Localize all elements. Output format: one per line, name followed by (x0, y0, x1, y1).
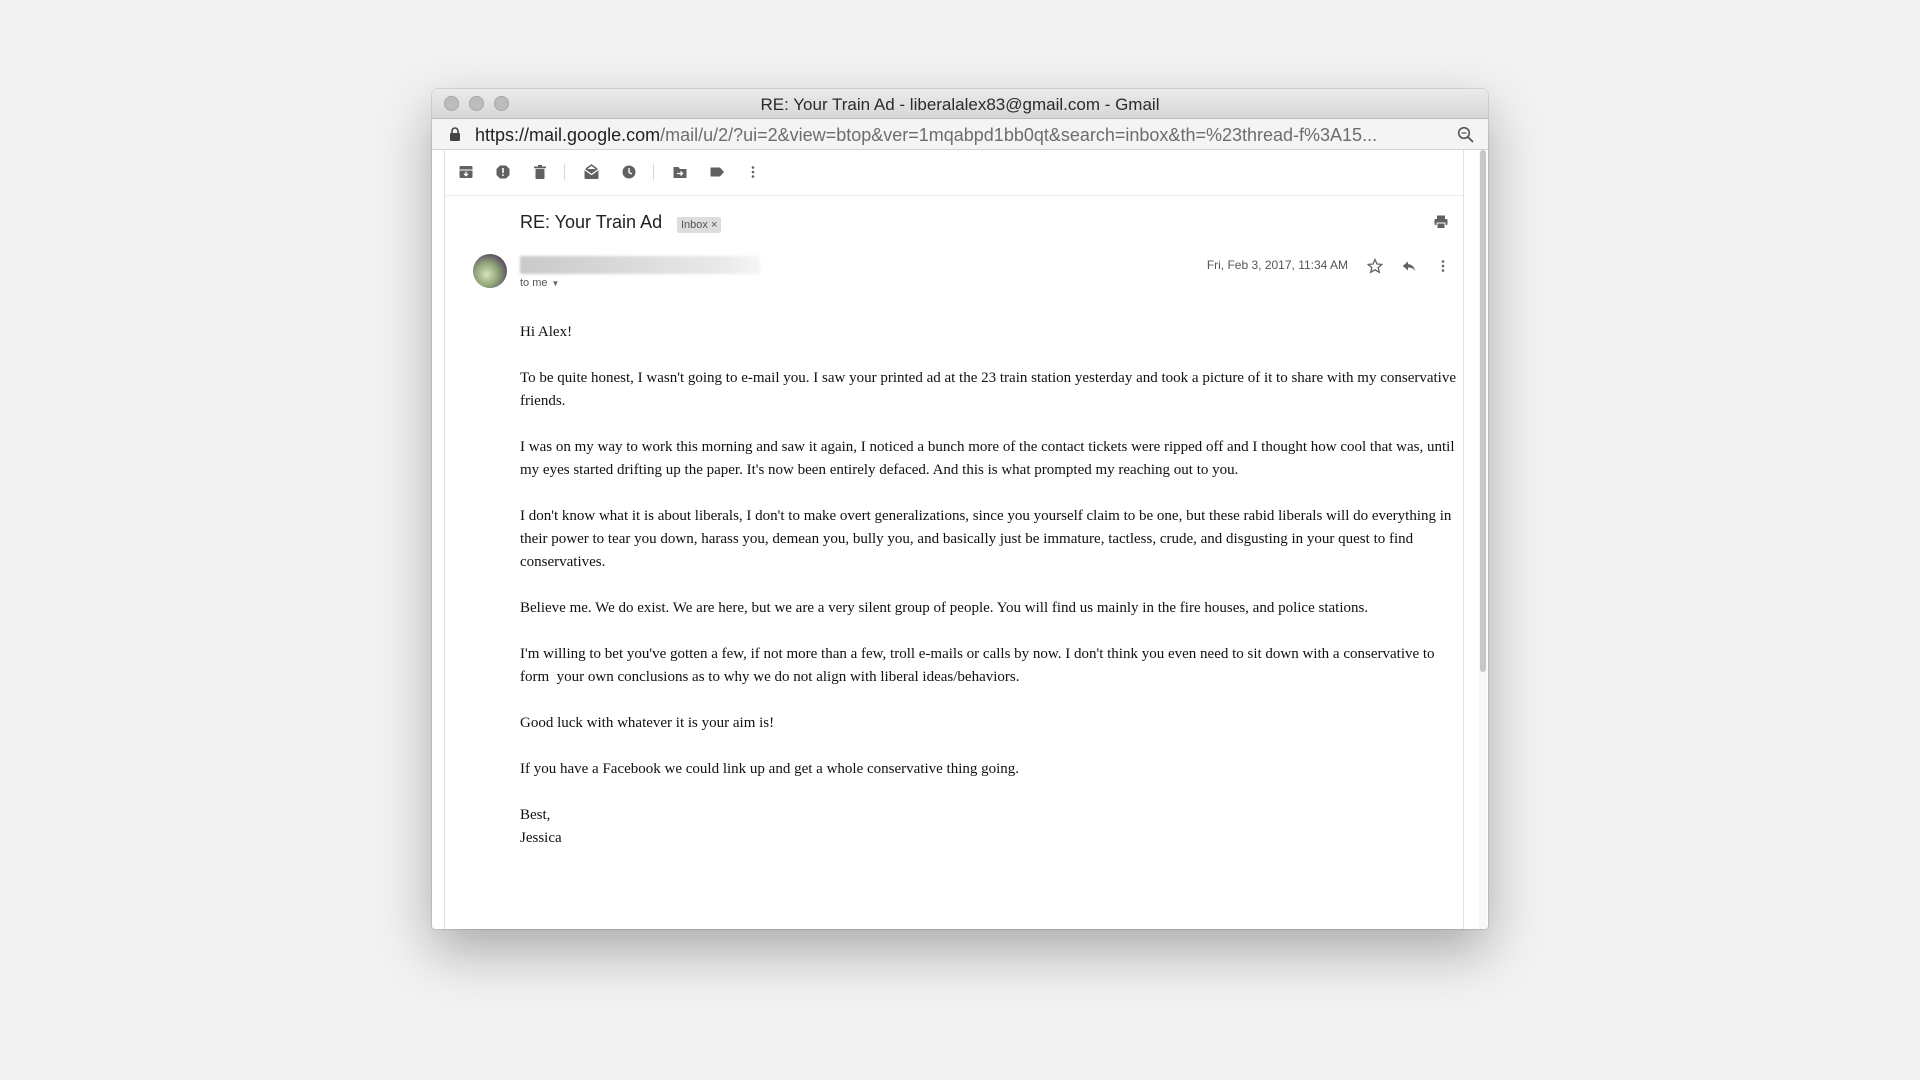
email-paragraph: I don't know what it is about liberals, I don't to make overt generalizations, since you yourself claim to be one, but these rabid liberals will do everything in their power to tear you down, harass you, demean you, bully you, and basically just be immature, tactless, crude, and disgusting in your quest to find conservatives. (520, 508, 1456, 570)
delete-icon[interactable] (530, 162, 550, 182)
sender-name-redacted (520, 256, 760, 274)
label-text: Inbox (681, 219, 708, 231)
window-title: RE: Your Train Ad - liberalalex83@gmail.com - Gmail (760, 95, 1160, 114)
email-paragraph: If you have a Facebook we could link up and get a whole conservative thing going. (520, 761, 1020, 777)
more-options-icon[interactable] (1440, 258, 1446, 274)
email-paragraph: Believe me. We do exist. We are here, but we are a very silent group of people. You will find us mainly in the fire houses, and police stations. (520, 600, 1369, 616)
vertical-scrollbar[interactable] (1479, 150, 1487, 929)
toolbar-divider (653, 164, 654, 180)
move-to-icon[interactable] (670, 162, 690, 182)
email-paragraph: Hi Alex! (520, 324, 573, 340)
email-paragraph: To be quite honest, I wasn't going to e-mail you. I saw your printed ad at the 23 train station yesterday and took a picture of it to share with my conservative friends. (520, 370, 1460, 409)
archive-icon[interactable] (456, 162, 476, 182)
email-view (444, 150, 1464, 929)
url-path: /mail/u/2/?ui=2&view=btop&ver=1mqabpd1bb0qt&search=inbox&th=%23thread-f%3A15... (660, 125, 1378, 145)
report-spam-icon[interactable] (493, 162, 513, 182)
star-icon[interactable] (1367, 258, 1383, 274)
browser-window (432, 89, 1488, 929)
inbox-label-badge (677, 217, 721, 233)
reply-icon[interactable] (1401, 258, 1417, 274)
url-host: https://mail.google.com (475, 125, 661, 145)
sender-avatar[interactable] (473, 254, 507, 288)
email-date: Fri, Feb 3, 2017, 11:34 AM (1206, 258, 1348, 272)
recipient-details[interactable] (520, 277, 559, 289)
url-text[interactable] (475, 125, 1428, 146)
mark-unread-icon[interactable] (581, 162, 601, 182)
lock-icon (449, 127, 461, 141)
address-bar[interactable] (432, 119, 1488, 150)
more-vert-icon[interactable] (743, 162, 763, 182)
email-body (520, 321, 1458, 873)
email-paragraph: I was on my way to work this morning and saw it again, I noticed a bunch more of the contact tickets were ripped off and I thought how cool that was, until my eyes started drifting up the paper. It's now been entirely defaced. And this is what prompted my reaching out to you. (520, 439, 1459, 478)
email-signature: Best, Jessica (520, 807, 562, 846)
snooze-icon[interactable] (619, 162, 639, 182)
email-subject: RE: Your Train Ad (520, 212, 663, 232)
toolbar-divider (564, 164, 565, 180)
email-paragraph: I'm willing to bet you've gotten a few, if not more than a few, troll e-mails or calls by now. I don't think you even need to sit down with a conservative to form your own conclusions as to why we do not align with liberal ideas/behaviors. (520, 646, 1439, 685)
print-icon[interactable] (1433, 214, 1449, 230)
email-toolbar (445, 150, 1463, 196)
label-icon[interactable] (707, 162, 727, 182)
email-paragraph: Good luck with whatever it is your aim is! (520, 715, 775, 731)
title-bar (432, 89, 1488, 119)
recipient-text: to me (520, 277, 548, 289)
zoom-icon[interactable] (1457, 126, 1474, 143)
remove-label-icon[interactable]: × (710, 219, 718, 231)
scrollbar-thumb[interactable] (1480, 150, 1486, 672)
caret-down-icon[interactable]: ▼ (551, 279, 560, 288)
